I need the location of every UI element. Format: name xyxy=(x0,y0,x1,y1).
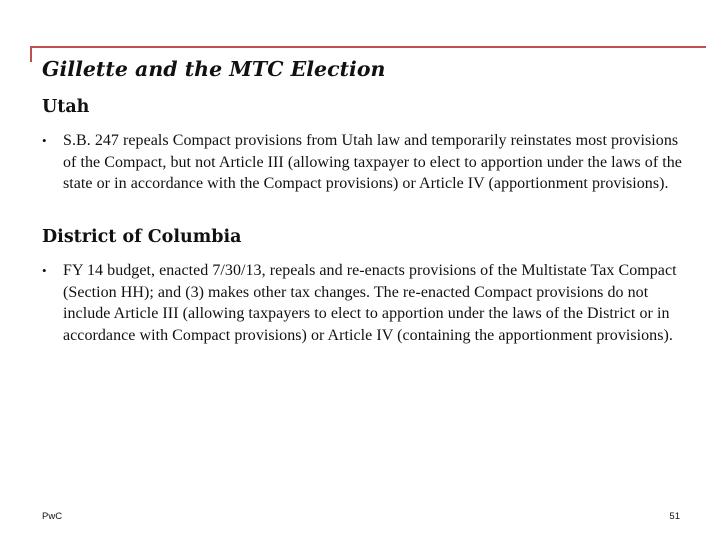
bullet-item-utah xyxy=(42,130,692,195)
bullet-marker: • xyxy=(42,133,47,148)
footer-page-number: 51 xyxy=(669,511,680,522)
bullet-text-utah: S.B. 247 repeals Compact provisions from Utah law and temporarily reinstates most provisions of the Compact, but not Article III (allowing taxpayer to elect to apportion under the laws of the state or in accordance with the Compact provisions) or Article IV (apportionment provisions). xyxy=(63,132,682,193)
section-utah xyxy=(42,96,692,195)
section-district-of-columbia xyxy=(42,226,692,346)
footer-brand: PwC xyxy=(42,511,63,522)
bullet-text-dc: FY 14 budget, enacted 7/30/13, repeals and re-enacts provisions of the Multistate Tax Compact (Section HH); and (3) makes other tax changes. The re-enacted Compact provisions do not include Article III (allowing taxpayers to elect to apportion under the laws of the District or in accordance with Compact provisions) or Article IV (containing the apportionment provisions). xyxy=(63,262,677,344)
slide-title: Gillette and the MTC Election xyxy=(42,57,386,81)
section-heading-dc: District of Columbia xyxy=(42,227,242,247)
title-accent-tick xyxy=(30,46,32,62)
section-heading-utah: Utah xyxy=(42,97,90,117)
bullet-item-dc xyxy=(42,260,692,346)
bullet-marker: • xyxy=(42,263,47,278)
title-accent-line xyxy=(30,46,706,48)
